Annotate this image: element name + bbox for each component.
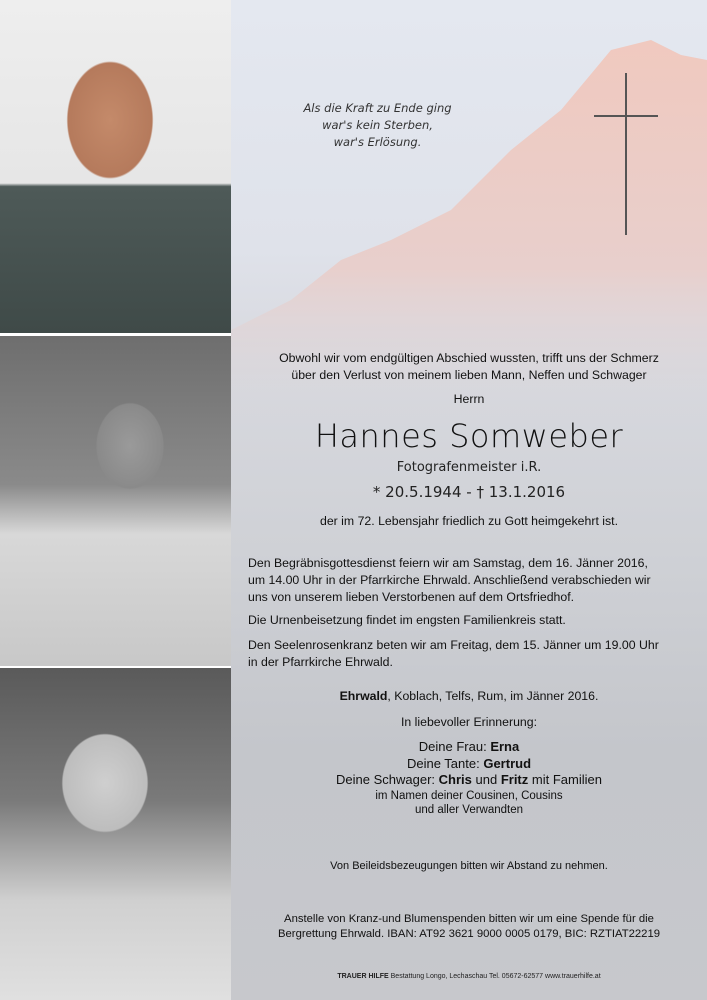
funeral-line: um 14.00 Uhr in der Pfarrkirche Ehrwald. Anschließend verabschieden wir: [248, 573, 651, 587]
label: Deine Tante:: [406, 755, 484, 771]
intro-line: über den Verlust von meinem lieben Mann, Neffen und Schwager: [291, 368, 647, 382]
intro-line: Obwohl wir vom endgültigen Abschied wussten, trifft uns der Schmerz: [279, 351, 659, 365]
cross-icon-bar: [594, 115, 658, 117]
quote-line: war's kein Sterben,: [322, 118, 433, 132]
place-rest: , Koblach, Telfs, Rum, im Jänner 2016.: [387, 689, 599, 703]
memory-heading: In liebevoller Erinnerung:: [400, 715, 538, 729]
quote-line: Als die Kraft zu Ende ging: [303, 101, 452, 115]
rosary-line: Den Seelenrosenkranz beten wir am Freitag, dem 15. Jänner um 19.00 Uhr: [248, 638, 659, 652]
intro-text: [231, 350, 707, 384]
label: und: [471, 772, 501, 787]
family-relatives: und aller Verwandten: [414, 804, 524, 816]
family-inlaws: [231, 772, 707, 789]
family-list: [231, 739, 707, 818]
cross-icon: [625, 73, 627, 235]
funeral-line: uns von unserem lieben Verstorbenen auf dem Ortsfriedhof.: [248, 590, 575, 604]
family-cousins: im Namen deiner Cousinen, Cousins: [375, 789, 563, 802]
label: Deine Frau:: [418, 739, 491, 754]
donation-line: Bergrettung Ehrwald. IBAN: AT92 3621 9000 0005 0179, BIC: RZTIAT22219: [277, 928, 661, 940]
condolences-note: Von Beileidsbezeugungen bitten wir Abstand zu nehmen.: [330, 860, 608, 872]
memorial-quote: [290, 100, 465, 151]
life-dates: * 20.5.1944 - † 13.1.2016: [372, 483, 566, 501]
footer-credit: [231, 973, 707, 980]
name: Gertrud: [483, 755, 532, 771]
donation-line: Anstelle von Kranz-und Blumenspenden bitten wir um eine Spende für die: [284, 913, 654, 925]
footer-text: Bestattung Longo, Lechaschau Tel. 05672-62577 www.trauerhilfe.at: [388, 973, 601, 980]
age-line: der im 72. Lebensjahr friedlich zu Gott heimgekehrt ist.: [319, 514, 618, 528]
place-bold: Ehrwald: [339, 689, 388, 703]
funeral-info: [248, 555, 698, 606]
profession: Fotografenmeister i.R.: [396, 460, 542, 475]
rosary-line: in der Pfarrkirche Ehrwald.: [248, 655, 393, 669]
quote-line: war's Erlösung.: [333, 135, 422, 149]
family-aunt: [231, 756, 707, 773]
footer-brand: TRAUER HILFE: [337, 973, 389, 980]
funeral-line: Den Begräbnisgottesdienst feiern wir am Samstag, dem 16. Jänner 2016,: [248, 556, 648, 570]
portrait-photo-baby: [0, 668, 231, 1000]
donation-note: [231, 912, 707, 942]
label: mit Familien: [528, 772, 602, 787]
name: Fritz: [500, 772, 529, 787]
salutation: Herrn: [453, 392, 485, 406]
deceased-name: Hannes Somweber: [314, 417, 624, 455]
portrait-photo-elderly: [0, 0, 231, 333]
family-wife: [231, 739, 707, 756]
name: Chris: [438, 772, 472, 787]
place-date: [231, 688, 707, 705]
urn-info: Die Urnenbeisetzung findet im engsten Familienkreis statt.: [248, 613, 566, 627]
portrait-photo-adult: [0, 336, 231, 666]
label: Deine Schwager:: [336, 772, 439, 787]
rosary-info: [248, 637, 698, 671]
name: Erna: [490, 739, 520, 754]
